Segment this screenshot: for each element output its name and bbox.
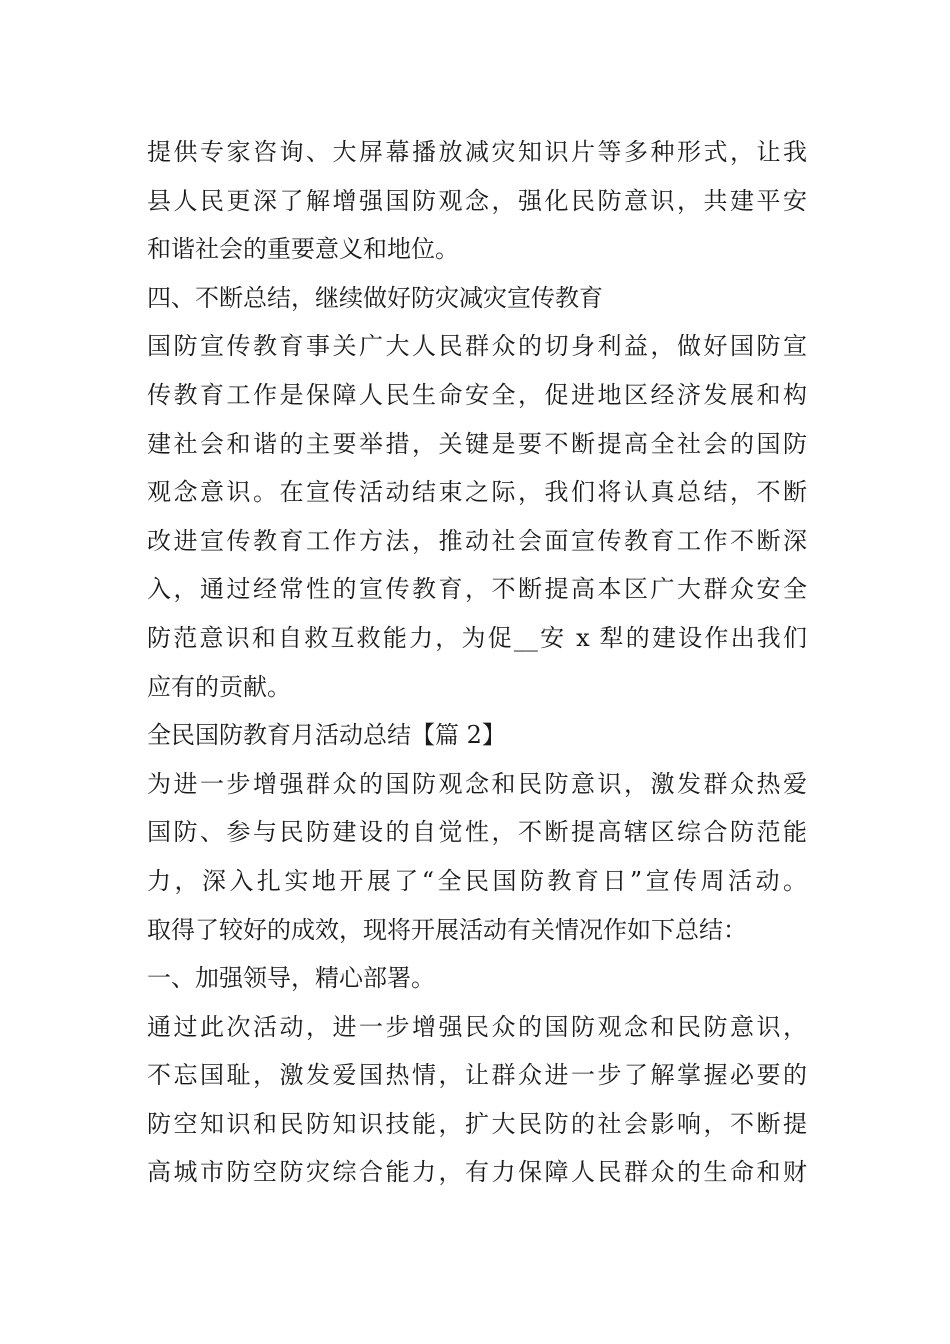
section-heading: 一、加强领导，精心部署。 (147, 964, 435, 993)
paragraph-line: 观念意识。在宣传活动结束之际，我们将认真总结，不断 (147, 478, 807, 507)
paragraph-line: 应有的贡献。 (147, 672, 291, 701)
paragraph-line: 县人民更深了解增强国防观念，强化民防意识，共建平安 (147, 186, 807, 215)
paragraph-line: 入，通过经常性的宣传教育，不断提高本区广大群众安全 (147, 575, 807, 604)
paragraph-line: 防范意识和自救互救能力，为促__安 x 犁的建设作出我们 (147, 623, 807, 652)
paragraph-line: 国防宣传教育事关广大人民群众的切身利益，做好国防宣 (147, 332, 807, 361)
paragraph-line: 国防、参与民防建设的自觉性，不断提高辖区综合防范能 (147, 818, 807, 847)
paragraph-line: 取得了较好的成效，现将开展活动有关情况作如下总结： (147, 915, 747, 944)
article-title: 全民国防教育月活动总结【篇 2】 (147, 721, 506, 750)
paragraph-line: 和谐社会的重要意义和地位。 (147, 235, 459, 264)
section-heading: 四、不断总结，继续做好防灾减灾宣传教育 (147, 283, 603, 312)
paragraph-line: 为进一步增强群众的国防观念和民防意识，激发群众热爱 (147, 769, 807, 798)
paragraph-line: 通过此次活动，进一步增强民众的国防观念和民防意识， (147, 1012, 807, 1041)
paragraph-line: 提供专家咨询、大屏幕播放减灾知识片等多种形式，让我 (147, 138, 807, 166)
paragraph-line: 力，深入扎实地开展了“全民国防教育日”宣传周活动。 (147, 866, 807, 895)
paragraph-line: 建社会和谐的主要举措，关键是要不断提高全社会的国防 (147, 429, 807, 458)
paragraph-line: 改进宣传教育工作方法，推动社会面宣传教育工作不断深 (147, 526, 807, 555)
paragraph-line: 防空知识和民防知识技能，扩大民防的社会影响，不断提 (147, 1109, 807, 1138)
paragraph-line: 不忘国耻，激发爱国热情，让群众进一步了解掌握必要的 (147, 1061, 807, 1090)
paragraph-line: 传教育工作是保障人民生命安全，促进地区经济发展和构 (147, 380, 807, 409)
document-body (147, 128, 807, 1197)
paragraph-line: 高城市防空防灾综合能力，有力保障人民群众的生命和财 (147, 1158, 807, 1187)
